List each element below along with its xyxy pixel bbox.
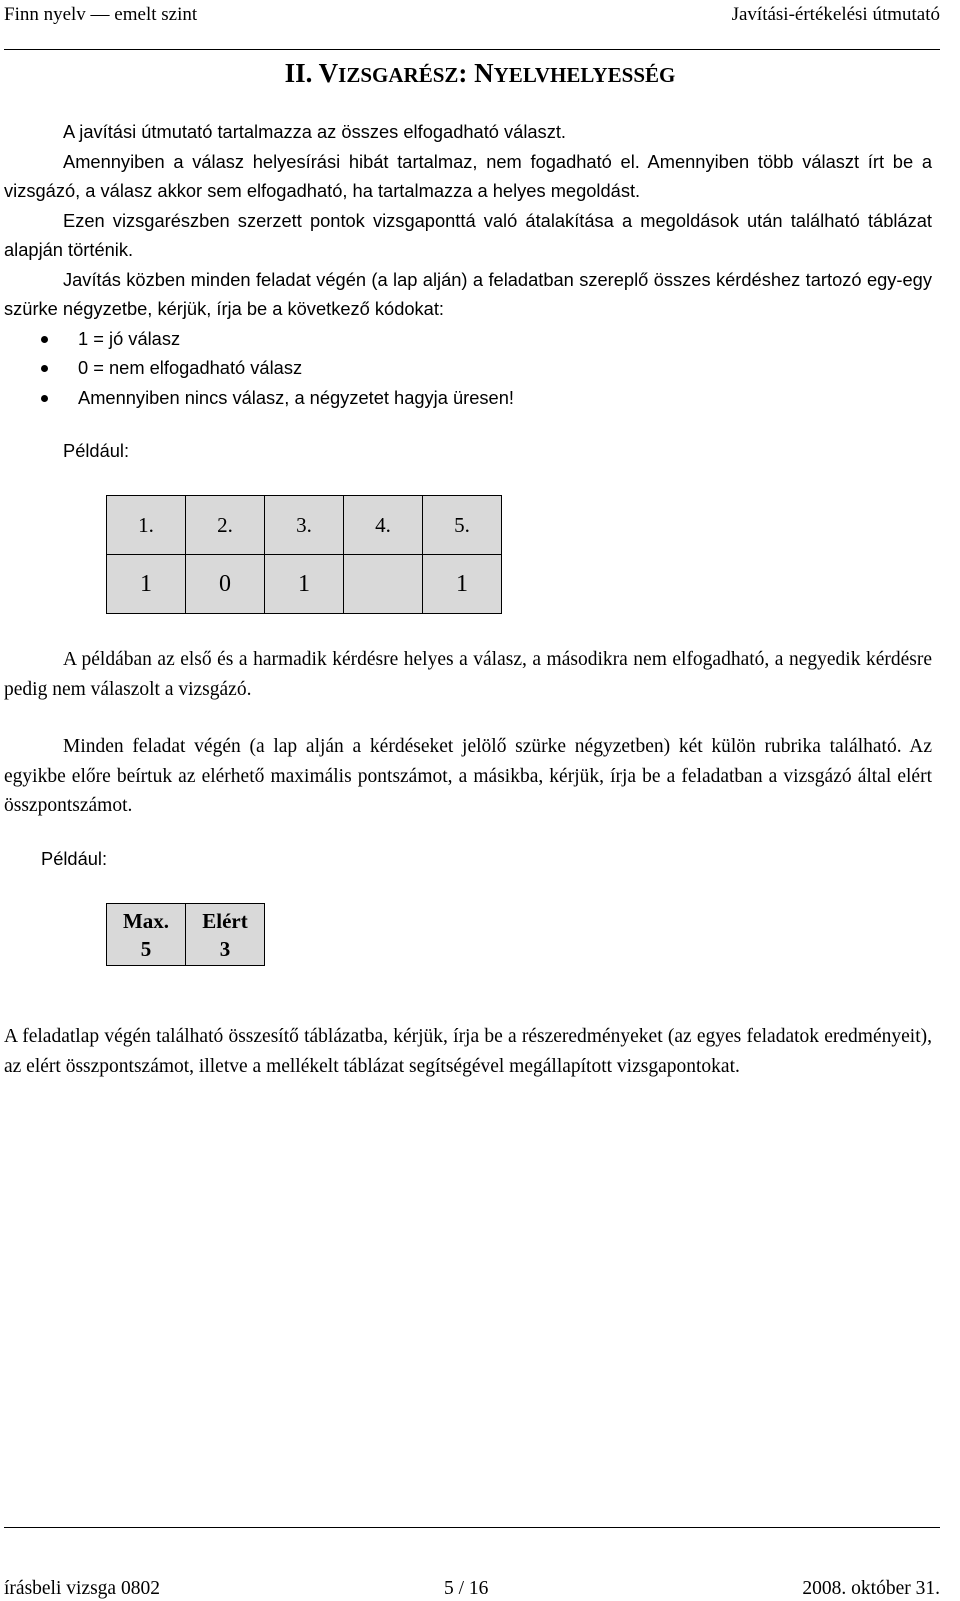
section-title: II. VIZSGARÉSZ: NYELVHELYESSÉG (284, 58, 676, 88)
answer-code (344, 555, 423, 614)
intro-block (4, 117, 932, 412)
footer-rule (4, 1527, 940, 1528)
summary-paragraph: A feladatlap végén található összesítő táblázatba, kérjük, írja be a részeredményeket (az egyes feladatok eredményeit), az elért összpontszámot, illetve a mellékelt táblázat segítségével megállapított vizsgapontokat. (4, 1026, 932, 1077)
max-score-cell: Max. 5 (107, 904, 186, 966)
question-number: 5. (423, 496, 502, 555)
score-boxes-explanation: Minden feladat végén (a lap alján a kérdéseket jelölő szürke négyzetben) két külön rubrika található. Az egyikbe előre beírtuk az elérhető maximális pontszámot, a másikba, kérjük, írja be a feladatban a vizsgázó által elért összpontszámot. (4, 736, 932, 816)
example-explanation: A példában az első és a harmadik kérdésre helyes a válasz, a másodikra nem elfogadható, a negyedik kérdésre pedig nem válaszolt a vizsgázó. (4, 649, 932, 700)
question-number: 4. (344, 496, 423, 555)
bullet-icon (41, 395, 48, 402)
page-header (4, 0, 940, 28)
intro-line-3: Ezen vizsgarészben szerzett pontok vizsgaponttá való átalakítása a megoldások után található táblázat alapján történik. (4, 209, 932, 260)
footer-exam-code: írásbeli vizsga 0802 (4, 1578, 160, 1599)
example-label: Például: (63, 440, 130, 461)
answer-code: 0 (186, 555, 265, 614)
score-example-grid (106, 903, 265, 966)
example-answer-grid (106, 495, 502, 614)
header-subject: Finn nyelv — emelt szint (4, 4, 198, 25)
footer-page-number: 5 / 16 (444, 1578, 489, 1599)
question-number: 3. (265, 496, 344, 555)
intro-line-4: Javítás közben minden feladat végén (a lap alján) a feladatban szereplő összes kérdéshez tartozó egy-egy szürke négyzetbe, kérjük, írja be a következő kódokat: (4, 268, 932, 319)
question-number: 1. (107, 496, 186, 555)
intro-line-1: A javítási útmutató tartalmazza az összes elfogadható választ. (63, 121, 566, 142)
example-label: Például: (41, 848, 108, 869)
achieved-score-cell: Elért 3 (186, 904, 265, 966)
table-row (107, 496, 502, 555)
answer-code: 1 (423, 555, 502, 614)
table-row (107, 904, 265, 966)
list-item: 1 = jó válasz (4, 324, 932, 354)
bullet-icon (41, 365, 48, 372)
footer-date: 2008. október 31. (802, 1578, 940, 1599)
header-rule (4, 49, 940, 50)
answer-code: 1 (265, 555, 344, 614)
header-doc-type: Javítási-értékelési útmutató (731, 4, 940, 25)
code-list (4, 324, 932, 413)
table-row (107, 555, 502, 614)
intro-line-2: Amennyiben a válasz helyesírási hibát tartalmaz, nem fogadható el. Amennyiben több választ írt be a vizsgázó, a válasz akkor sem elfogadható, ha tartalmazza a helyes megoldást. (4, 150, 932, 201)
list-item: Amennyiben nincs válasz, a négyzetet hagyja üresen! (4, 383, 932, 413)
question-number: 2. (186, 496, 265, 555)
bullet-icon (41, 336, 48, 343)
list-item: 0 = nem elfogadható válasz (4, 353, 932, 383)
answer-code: 1 (107, 555, 186, 614)
